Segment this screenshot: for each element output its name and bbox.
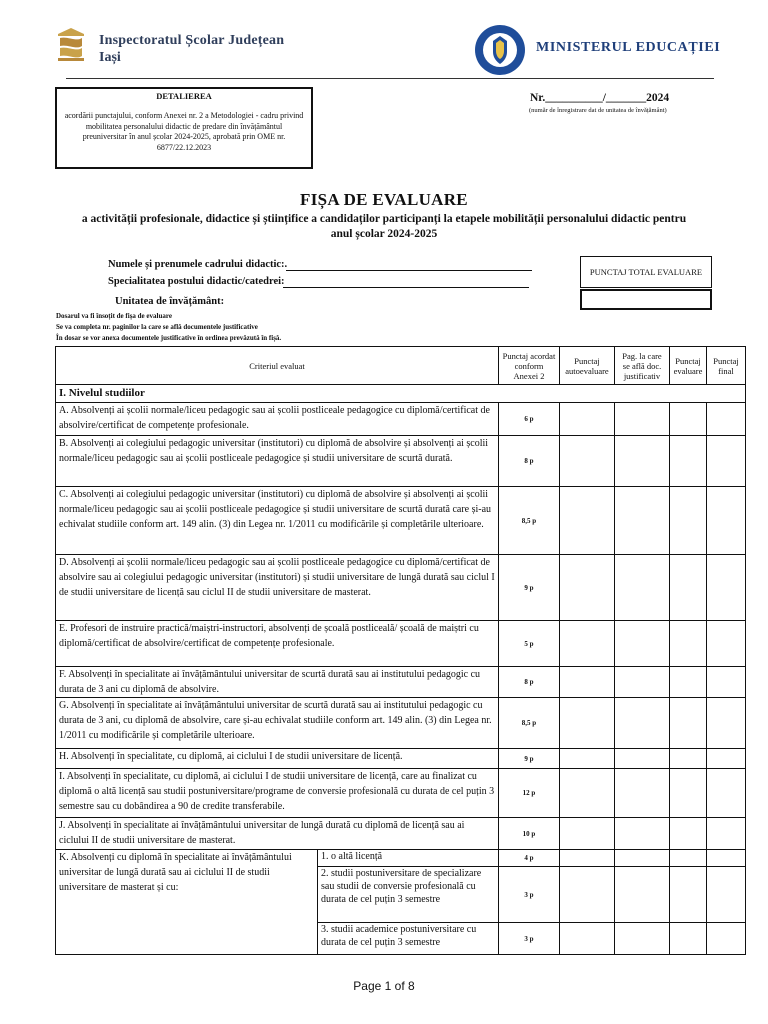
page-cell[interactable] <box>615 749 670 769</box>
criterion-points: 8,5 p <box>499 487 560 555</box>
evaluation-table <box>55 346 746 955</box>
page-cell[interactable] <box>615 487 670 555</box>
eval-cell[interactable] <box>670 436 707 487</box>
final-cell[interactable] <box>707 850 746 867</box>
eval-cell[interactable] <box>670 555 707 621</box>
criterion-text: H. Absolvenți în specialitate, cu diplomă, ai ciclului I de studii universitare de licență. <box>56 749 499 769</box>
isj-city: Iași <box>99 50 121 65</box>
final-cell[interactable] <box>707 403 746 436</box>
criterion-text: A. Absolvenți ai școlii normale/liceu pedagogic sau ai școlii postliceale pedagogice cu diplomă/certificat de absolvire/certificat de competențe profesionale. <box>56 403 499 436</box>
self-eval-cell[interactable] <box>560 923 615 955</box>
final-cell[interactable] <box>707 923 746 955</box>
specialty-field[interactable] <box>283 287 529 288</box>
criterion-points: 9 p <box>499 749 560 769</box>
eval-cell[interactable] <box>670 403 707 436</box>
table-row <box>56 667 746 698</box>
eval-cell[interactable] <box>670 923 707 955</box>
eval-cell[interactable] <box>670 850 707 867</box>
header-autoevaluare: Punctaj autoevaluare <box>560 347 615 385</box>
header-final: Punctaj final <box>707 347 746 385</box>
header-punctaj-acordat: Punctaj acordat conform Anexei 2 <box>499 347 560 385</box>
criterion-text: F. Absolvenți în specialitate ai învățământului universitar de scurtă durată sau ai institutului pedagogic cu durata de 3 ani cu diplomă de absolvire. <box>56 667 499 698</box>
section-row <box>56 385 746 403</box>
registration-number: Nr.__________/_______2024 <box>530 92 670 104</box>
page-cell[interactable] <box>615 667 670 698</box>
header-criteriu: Criteriul evaluat <box>56 347 499 385</box>
final-cell[interactable] <box>707 487 746 555</box>
page-cell[interactable] <box>615 818 670 850</box>
detail-title: DETALIEREA <box>156 91 212 101</box>
self-eval-cell[interactable] <box>560 555 615 621</box>
final-cell[interactable] <box>707 769 746 818</box>
page-cell[interactable] <box>615 698 670 749</box>
total-score-label: PUNCTAJ TOTAL EVALUARE <box>580 256 712 288</box>
criterion-text: D. Absolvenți ai școlii normale/liceu pedagogic sau ai școlii postliceale pedagogice cu diplomă/certificat de absolvire sau ai colegiului pedagogic universitar (institutori) și studii universitare de lungă durată sau ciclul I de studii universitare de licență sau ciclul II de studii universitare de masterat. <box>56 555 499 621</box>
table-row <box>56 850 746 867</box>
self-eval-cell[interactable] <box>560 769 615 818</box>
criterion-points: 8 p <box>499 667 560 698</box>
eval-cell[interactable] <box>670 818 707 850</box>
criterion-points: 6 p <box>499 403 560 436</box>
header-divider <box>66 78 714 79</box>
document-title: FIȘA DE EVALUARE <box>300 190 468 209</box>
isj-name: Inspectoratul Școlar Județean <box>99 33 285 48</box>
final-cell[interactable] <box>707 867 746 923</box>
note-line: Se va completa nr. paginilor la care se află documentele justificative <box>56 323 258 331</box>
eval-cell[interactable] <box>670 667 707 698</box>
eval-cell[interactable] <box>670 769 707 818</box>
final-cell[interactable] <box>707 621 746 667</box>
sub-criterion-text: 1. o altă licență <box>318 850 499 867</box>
table-header-row <box>56 347 746 385</box>
final-cell[interactable] <box>707 749 746 769</box>
self-eval-cell[interactable] <box>560 621 615 667</box>
ministry-name: MINISTERUL EDUCAȚIEI <box>536 40 721 55</box>
criterion-points: 12 p <box>499 769 560 818</box>
registration-note: (număr de înregistrare dat de unitatea de învățământ) <box>529 107 667 114</box>
page-number: Page 1 of 8 <box>353 979 415 993</box>
self-eval-cell[interactable] <box>560 667 615 698</box>
specialty-label: Specialitatea postului didactic/catedrei: <box>108 276 285 287</box>
final-cell[interactable] <box>707 667 746 698</box>
header-evaluare: Punctaj evaluare <box>670 347 707 385</box>
criterion-text: B. Absolvenți ai colegiului pedagogic universitar (institutori) cu diplomă de absolvire și absolvenți ai școlii normale/liceu pedagogic sau ai școlii postliceale pedagogice și studii universitare de scurtă durată. <box>56 436 499 487</box>
sub-criterion-text: 2. studii postuniversitare de specializare sau studii de conversie profesională cu durata de cel puțin 3 semestre <box>318 867 499 923</box>
criterion-points: 8 p <box>499 436 560 487</box>
eval-cell[interactable] <box>670 621 707 667</box>
table-row <box>56 621 746 667</box>
eval-cell[interactable] <box>670 749 707 769</box>
self-eval-cell[interactable] <box>560 403 615 436</box>
criterion-points: 9 p <box>499 555 560 621</box>
criterion-text: G. Absolvenți în specialitate ai învățământului universitar de scurtă durată sau ai institutului pedagogic cu durata de 3 ani, cu diplomă de absolvire, care și-au echivalat studiile conform art. 149 alin. (3) din Legea nr. 1/2011 cu modificările și completările ulterioare. <box>56 698 499 749</box>
table-row <box>56 769 746 818</box>
criterion-points: 10 p <box>499 818 560 850</box>
final-cell[interactable] <box>707 555 746 621</box>
self-eval-cell[interactable] <box>560 867 615 923</box>
table-row <box>56 436 746 487</box>
self-eval-cell[interactable] <box>560 487 615 555</box>
page-cell[interactable] <box>615 769 670 818</box>
self-eval-cell[interactable] <box>560 749 615 769</box>
criterion-text: I. Absolvenți în specialitate, cu diplomă, ai ciclului I de studii universitare de licență, care au finalizat cu diplomă o altă licență sau studii postuniversitare/programe de conversie profesională cu durata de cel puțin 3 semestre sau cu dobândirea a 90 de credite transferabile. <box>56 769 499 818</box>
total-score-field[interactable] <box>580 289 712 310</box>
page-cell[interactable] <box>615 436 670 487</box>
criterion-points: 8,5 p <box>499 698 560 749</box>
page-cell[interactable] <box>615 923 670 955</box>
detail-box <box>55 87 313 169</box>
criterion-text: J. Absolvenți în specialitate ai învățământului universitar de lungă durată cu diplomă de licență sau ai ciclului II de studii universitare de masterat. <box>56 818 499 850</box>
criterion-points: 3 p <box>499 923 560 955</box>
self-eval-cell[interactable] <box>560 436 615 487</box>
criterion-text: C. Absolvenți ai colegiului pedagogic universitar (institutori) cu diplomă de absolvire și absolvenți ai școlii normale/liceu pedagogic sau ai școlii postliceale pedagogice și studii universitare de scurtă durată care și-au echivalat studiile conform art. 149 alin. (3) din Legea nr. 1/2011 cu modificările și completările ulterioare. <box>56 487 499 555</box>
government-seal-icon <box>474 24 526 76</box>
page-cell[interactable] <box>615 555 670 621</box>
page-cell[interactable] <box>615 850 670 867</box>
page-cell[interactable] <box>615 621 670 667</box>
criterion-points: 5 p <box>499 621 560 667</box>
page-cell[interactable] <box>615 867 670 923</box>
sub-criterion-text: 3. studii academice postuniversitare cu durata de cel puțin 3 semestre <box>318 923 499 955</box>
final-cell[interactable] <box>707 818 746 850</box>
header-pagina: Pag. la care se află doc. justificativ <box>615 347 670 385</box>
table-row <box>56 403 746 436</box>
eval-cell[interactable] <box>670 867 707 923</box>
table-row <box>56 555 746 621</box>
table-row <box>56 818 746 850</box>
table-row <box>56 698 746 749</box>
table-row <box>56 749 746 769</box>
isj-logo-icon <box>54 26 88 64</box>
name-field[interactable] <box>286 270 532 271</box>
final-cell[interactable] <box>707 436 746 487</box>
detail-text: acordării punctajului, conform Anexei nr. 2 a Metodologiei - cadru privind mobilitatea personalului didactic de predare din învățământul preuniversitar în anul școlar 2024-2025, aprobată prin OME nr. 6877/22.12.2023 <box>64 111 304 152</box>
criterion-points: 4 p <box>499 850 560 867</box>
page-cell[interactable] <box>615 403 670 436</box>
note-line: În dosar se vor anexa documentele justificative în ordinea prevăzută în fișă. <box>56 334 282 342</box>
self-eval-cell[interactable] <box>560 818 615 850</box>
self-eval-cell[interactable] <box>560 698 615 749</box>
table-row <box>56 487 746 555</box>
criterion-text: E. Profesori de instruire practică/maiștri-instructori, absolvenți de școală postliceală/ școală de maiștri cu diplomă/certificat de absolvire/certificat de competențe profesionale. <box>56 621 499 667</box>
criterion-points: 3 p <box>499 867 560 923</box>
final-cell[interactable] <box>707 698 746 749</box>
note-line: Dosarul va fi însoțit de fișa de evaluare <box>56 312 172 320</box>
criterion-text: K. Absolvenți cu diplomă în specialitate ai învățământului universitar de lungă durată sau ai ciclului II de studii universitare de masterat și cu: <box>56 850 318 955</box>
name-label: Numele și prenumele cadrului didactic:. <box>108 259 288 270</box>
eval-cell[interactable] <box>670 698 707 749</box>
section-title: I. Nivelul studiilor <box>56 385 746 403</box>
unit-label: Unitatea de învățământ: <box>115 296 225 307</box>
document-subtitle: a activității profesionale, didactice și științifice a candidaților participanți la etapele mobilității personalului didactic pentru anul școlar 2024-2025 <box>81 213 687 240</box>
self-eval-cell[interactable] <box>560 850 615 867</box>
eval-cell[interactable] <box>670 487 707 555</box>
